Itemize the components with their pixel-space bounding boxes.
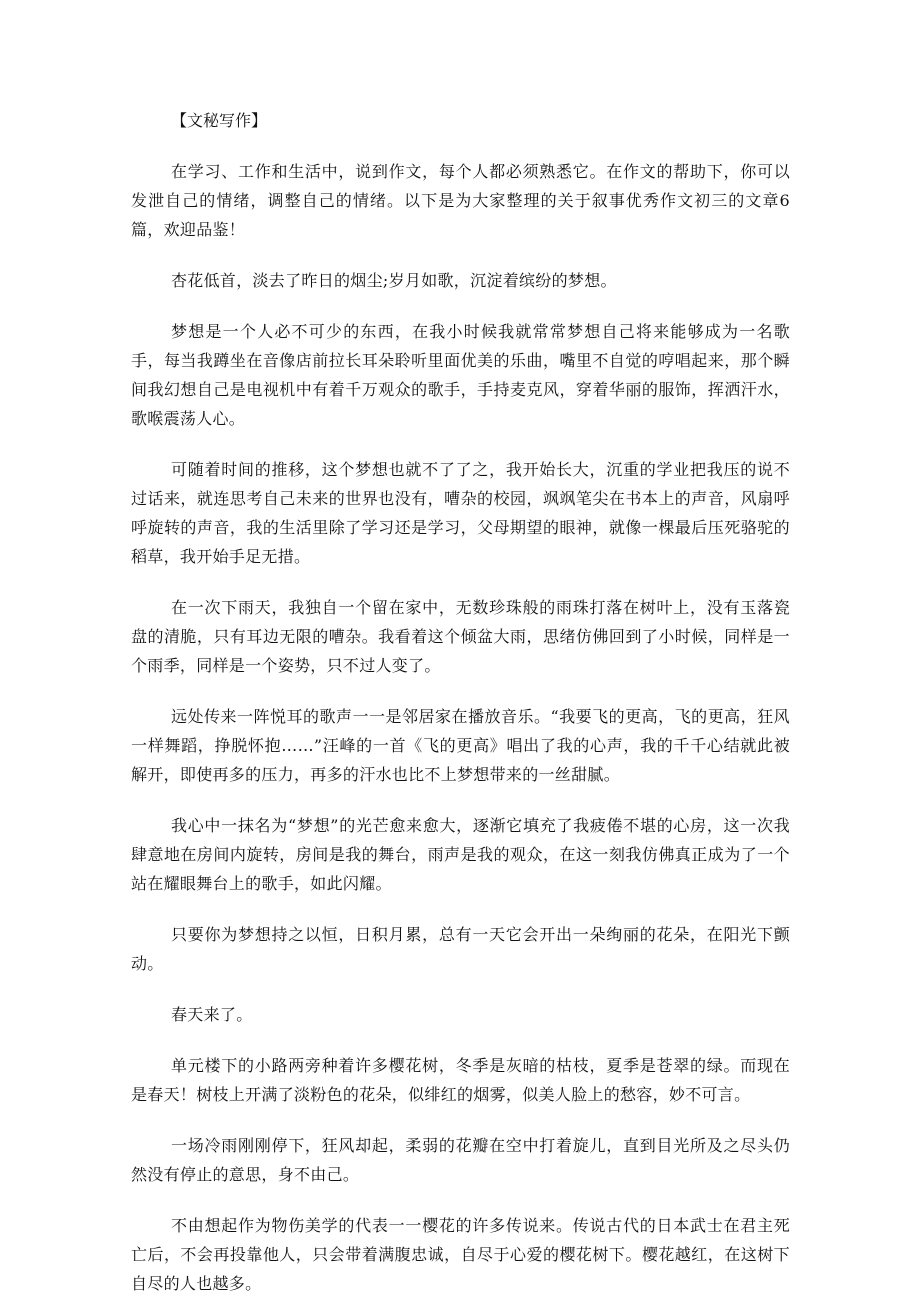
paragraph: 不由想起作为物伤美学的代表一一樱花的许多传说来。传说古代的日本武士在君主死亡后，不会再投靠他人，只会带着满腹忠诚，自尽于心爱的樱花树下。樱花越红，在这树下自尽的人也越多。 xyxy=(131,1216,790,1293)
paragraph: 梦想是一个人必不可少的东西，在我小时候我就常常梦想自己将来能够成为一名歌手，每当我蹲坐在音像店前拉长耳朵聆听里面优美的乐曲，嘴里不自觉的哼唱起来，那个瞬间我幻想自己是电视机中有着千万观众的歌手，手持麦克风，穿着华丽的服饰，挥洒汗水，歌喉震荡人心。 xyxy=(131,322,790,428)
paragraph: 只要你为梦想持之以恒，日积月累，总有一天它会开出一朵绚丽的花朵，在阳光下颤动。 xyxy=(131,925,790,973)
paragraph: 我心中一抹名为“梦想”的光芒愈来愈大，逐渐它填充了我疲倦不堪的心房，这一次我肆意地在房间内旋转，房间是我的舞台，雨声是我的观众，在这一刻我仿佛真正成为了一个站在耀眼舞台上的歌手，如此闪耀。 xyxy=(131,816,790,893)
document-heading: 【文秘写作】 xyxy=(171,111,268,130)
paragraph: 杏花低首，淡去了昨日的烟尘;岁月如歌，沉淀着缤纷的梦想。 xyxy=(171,271,617,290)
paragraph-intro: 在学习、工作和生活中，说到作文，每个人都必须熟悉它。在作文的帮助下，你可以发泄自己的情绪，调整自己的情绪。以下是为大家整理的关于叙事优秀作文初三的文章6篇，欢迎品鉴！ xyxy=(131,162,790,239)
paragraph: 一场冷雨刚刚停下，狂风却起，柔弱的花瓣在空中打着旋儿，直到目光所及之尽头仍然没有停止的意思，身不由己。 xyxy=(131,1136,790,1184)
paragraph: 在一次下雨天，我独自一个留在家中，无数珍珠般的雨珠打落在树叶上，没有玉落瓷盘的清脆，只有耳边无限的嘈杂。我看着这个倾盆大雨，思绪仿佛回到了小时候，同样是一个雨季，同样是一个姿势，只不过人变了。 xyxy=(131,598,790,675)
paragraph: 单元楼下的小路两旁种着许多樱花树，冬季是灰暗的枯枝，夏季是苍翠的绿。而现在是春天！树枝上开满了淡粉色的花朵，似绯红的烟雾，似美人脸上的愁容，妙不可言。 xyxy=(131,1056,790,1104)
paragraph: 春天来了。 xyxy=(171,1005,253,1024)
paragraph: 远处传来一阵悦耳的歌声一一是邻居家在播放音乐。“我要飞的更高，飞的更高，狂风一样舞蹈，挣脱怀抱……”汪峰的一首《飞的更高》唱出了我的心声，我的千千心结就此被解开，即使再多的压力，再多的汗水也比不上梦想带来的一丝甜腻。 xyxy=(131,707,790,784)
paragraph: 可随着时间的推移，这个梦想也就不了了之，我开始长大，沉重的学业把我压的说不过话来，就连思考自己未来的世界也没有，嘈杂的校园，飒飒笔尖在书本上的声音，风扇呼呼旋转的声音，我的生活里除了学习还是学习，父母期望的眼神，就像一棵最后压死骆驼的稻草，我开始手足无措。 xyxy=(131,460,790,566)
